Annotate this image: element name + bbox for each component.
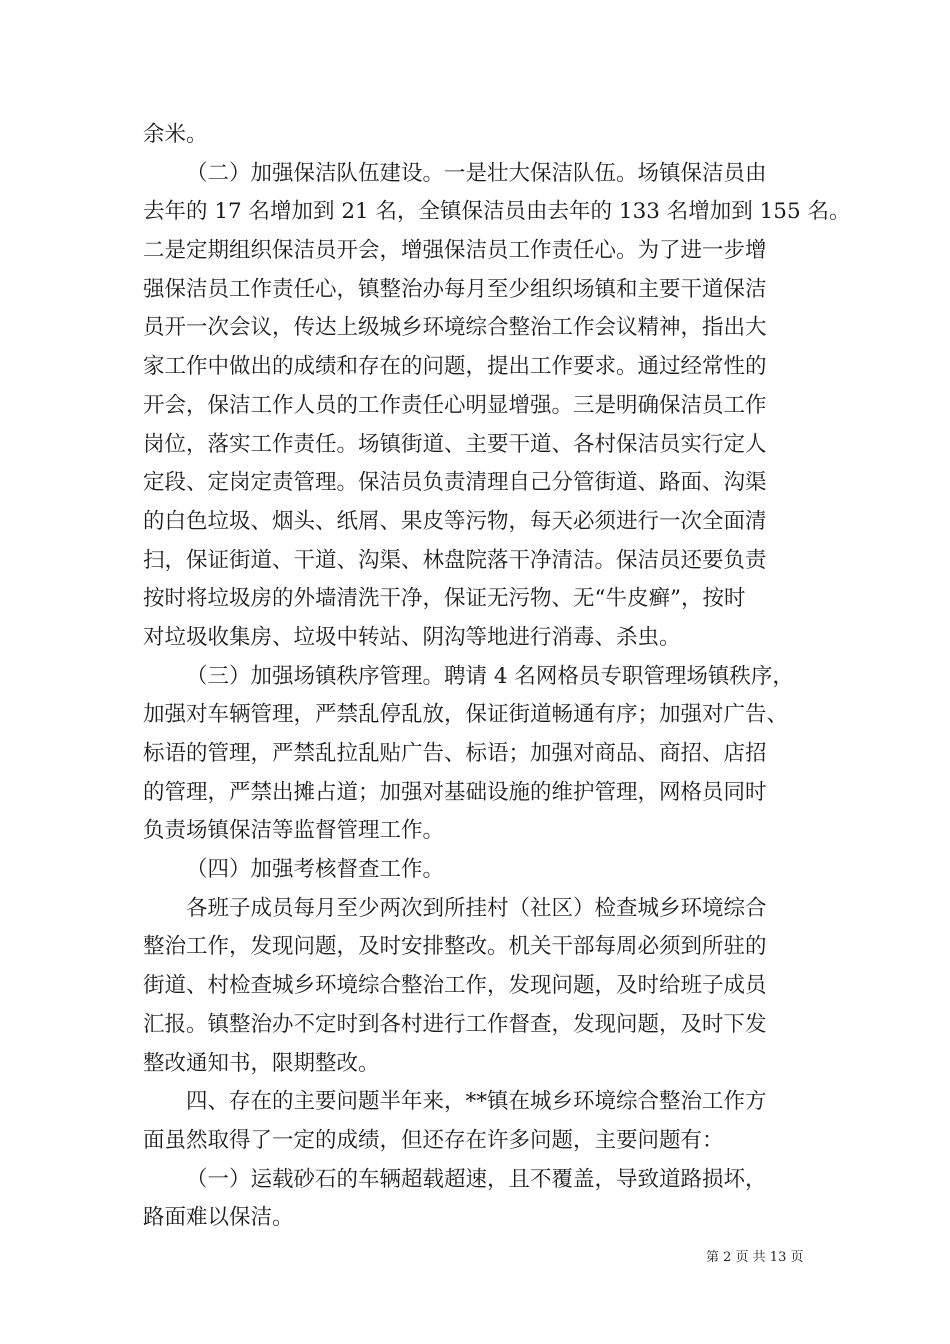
text-line: 二是定期组织保洁员开会，增强保洁员工作责任心。为了进一步增 (143, 238, 767, 264)
text-line: 加强对车辆管理，严禁乱停乱放，保证街道畅通有序；加强对广告、 (143, 702, 789, 728)
text-line: 强保洁员工作责任心，镇整治办每月至少组织场镇和主要干道保洁 (143, 276, 767, 302)
text-line: 的白色垃圾、烟头、纸屑、果皮等污物，每天必须进行一次全面清 (143, 508, 767, 534)
text-line: （二）加强保洁队伍建设。一是壮大保洁队伍。场镇保洁员由 (186, 160, 767, 186)
text-line: 扫，保证街道、干道、沟渠、林盘院落干净清洁。保洁员还要负责 (143, 547, 767, 573)
text-line: 家工作中做出的成绩和存在的问题，提出工作要求。通过经常性的 (143, 354, 767, 380)
text-line: 的管理，严禁出摊占道；加强对基础设施的维护管理，网格员同时 (143, 779, 767, 805)
text-line: （三）加强场镇秩序管理。聘请 4 名网格员专职管理场镇秩序， (186, 663, 794, 689)
text-line: 对垃圾收集房、垃圾中转站、阴沟等地进行消毒、杀虫。 (143, 624, 681, 650)
text-line: 标语的管理，严禁乱拉乱贴广告、标语；加强对商品、商招、店招 (143, 741, 767, 766)
document-body (143, 116, 851, 1238)
text-line: 街道、村检查城乡环境综合整治工作，发现问题，及时给班子成员 (143, 973, 767, 999)
text-line: 整治工作，发现问题，及时安排整改。机关干部每周必须到所驻的 (143, 934, 767, 960)
text-line: 去年的 17 名增加到 21 名，全镇保洁员由去年的 133 名增加到 155 名。 (143, 199, 851, 225)
text-line: 余米。 (143, 122, 208, 147)
text-line: 汇报。镇整治办不定时到各村进行工作督查，发现问题，及时下发 (143, 1011, 767, 1037)
text-line: 整改通知书，限期整改。 (143, 1050, 380, 1076)
text-line: 负责场镇保洁等监督管理工作。 (143, 818, 445, 844)
page-footer: 第 2 页 共 13 页 (706, 1250, 804, 1265)
text-line: 员开一次会议，传达上级城乡环境综合整治工作会议精神，指出大 (143, 315, 767, 341)
text-line: （四）加强考核督查工作。 (186, 857, 445, 883)
text-line: 路面难以保洁。 (143, 1205, 294, 1231)
text-line: 四、存在的主要问题半年来，**镇在城乡环境综合整治工作方 (186, 1089, 767, 1115)
text-line: 面虽然取得了一定的成绩，但还存在许多问题，主要问题有： (143, 1127, 724, 1153)
text-line: 开会，保洁工作人员的工作责任心明显增强。三是明确保洁员工作 (143, 392, 767, 418)
text-line: （一）运载砂石的车辆超载超速，且不覆盖，导致道路损坏， (186, 1166, 767, 1192)
text-line: 按时将垃圾房的外墙清洗干净，保证无污物、无“牛皮癣”，按时 (143, 586, 746, 612)
text-line: 定段、定岗定责管理。保洁员负责清理自己分管街道、路面、沟渠 (143, 470, 767, 496)
text-line: 各班子成员每月至少两次到所挂村（社区）检查城乡环境综合 (186, 895, 767, 921)
text-line: 岗位，落实工作责任。场镇街道、主要干道、各村保洁员实行定人 (143, 431, 767, 457)
